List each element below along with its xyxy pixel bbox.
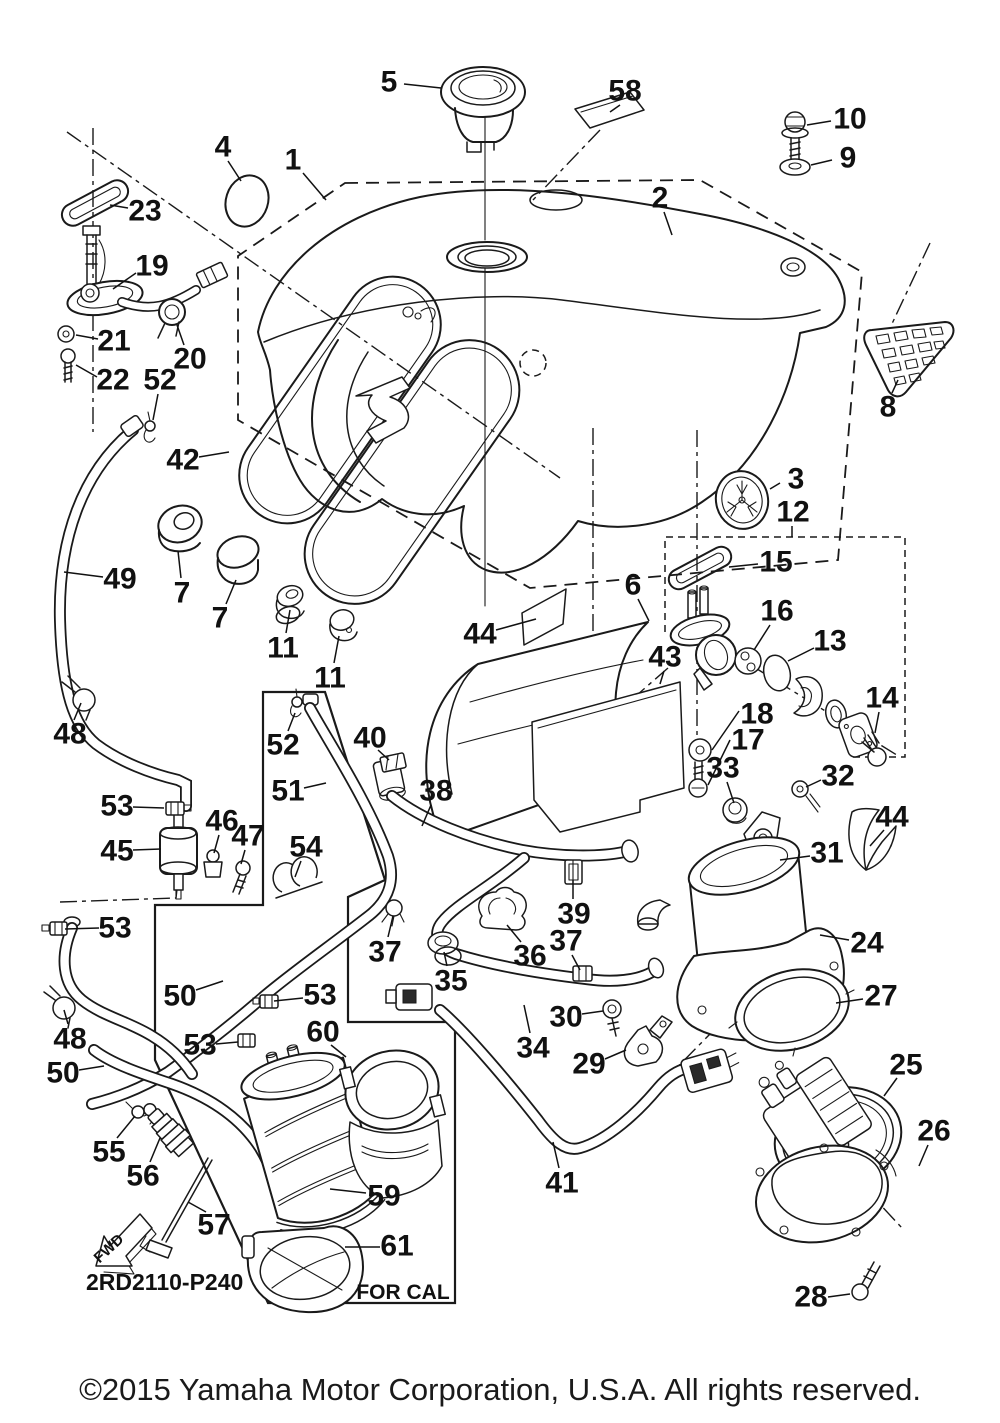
callout-60: 60: [306, 1015, 340, 1049]
for-cal-label: FOR CAL: [356, 1281, 450, 1304]
callout-52: 52: [266, 728, 300, 762]
filter-bottom-nipple: [174, 874, 183, 890]
vent-fitting2: [415, 313, 421, 319]
callout-leader-29: [605, 1050, 626, 1059]
filter-body: [160, 828, 197, 874]
callout-49: 49: [103, 562, 137, 596]
callout-leader-6: [638, 599, 649, 621]
connector-41-left: [386, 984, 432, 1010]
callout-46: 46: [205, 804, 239, 838]
filter-reference-line: [60, 898, 176, 902]
callout-37: 37: [549, 924, 583, 958]
callout-leader-5: [404, 84, 441, 88]
connector-41-right: [680, 1045, 743, 1093]
callout-53: 53: [100, 789, 134, 823]
callout-leader-50: [79, 1066, 104, 1070]
callout-32: 32: [821, 759, 855, 793]
callout-leader-26: [919, 1145, 928, 1166]
callout-11: 11: [314, 661, 346, 695]
callout-1: 1: [284, 143, 302, 177]
callout-48: 48: [53, 1022, 87, 1056]
strap-loop-2-inner: [296, 332, 528, 613]
bolt-shaft: [790, 138, 800, 160]
callout-12: 12: [776, 495, 810, 529]
callout-35: 35: [434, 964, 468, 998]
callout-leader-53: [216, 1042, 238, 1044]
callout-22: 22: [96, 363, 130, 397]
callout-13: 13: [813, 624, 847, 658]
callout-17: 17: [731, 723, 765, 757]
callout-10: 10: [833, 102, 867, 136]
screw-22-shaft: [64, 362, 72, 382]
callout-leader-4: [228, 161, 241, 181]
screw-22-head: [61, 349, 75, 363]
callout-48: 48: [53, 717, 87, 751]
callout-leader-9: [811, 160, 832, 165]
callout-leader-10: [807, 121, 831, 125]
washer-9: [780, 159, 810, 175]
callout-leader-11: [334, 636, 339, 663]
strap-loop-1-inner: [232, 269, 449, 531]
gasket-15: [665, 543, 734, 593]
oring-13: [760, 652, 794, 693]
callout-leader-30: [582, 1011, 603, 1014]
callout-5: 5: [380, 65, 398, 99]
callout-leader-21: [76, 335, 98, 339]
callout-leader-53: [65, 928, 99, 929]
callout-leader-16: [754, 625, 770, 650]
pump-assembly-group: [638, 781, 896, 1063]
callout-36: 36: [513, 939, 547, 973]
callout-4: 4: [214, 130, 232, 164]
callout-3: 3: [787, 462, 805, 496]
callout-50: 50: [163, 979, 197, 1013]
callout-54: 54: [289, 830, 323, 864]
callout-leader-45: [133, 849, 161, 850]
clip-37b: [573, 966, 592, 981]
callout-18: 18: [740, 697, 774, 731]
callout-16: 16: [760, 594, 794, 628]
callout-7: 7: [173, 576, 191, 610]
clamp-53d: [238, 1034, 255, 1047]
callout-6: 6: [624, 568, 642, 602]
damper-8: [864, 322, 953, 396]
fwd-label: FWD: [90, 1230, 128, 1267]
fuel-pump-25-group: [742, 1037, 912, 1300]
callout-leader-3: [770, 483, 780, 489]
callout-42: 42: [166, 443, 200, 477]
callout-11: 11: [267, 631, 299, 665]
callout-50: 50: [46, 1056, 80, 1090]
bolt-10: [782, 112, 808, 160]
callout-8: 8: [879, 390, 897, 424]
clip-52b: [291, 689, 302, 717]
callout-41: 41: [545, 1166, 579, 1200]
callout-leader-37: [388, 916, 393, 937]
callout-26: 26: [917, 1114, 951, 1148]
callout-leader-56: [150, 1138, 160, 1162]
fwd-arrow: [91, 1214, 156, 1274]
float-arm: [99, 240, 105, 284]
callout-leader-50: [196, 981, 223, 990]
callout-2: 2: [651, 181, 669, 215]
callout-29: 29: [572, 1047, 606, 1081]
callout-leader-49: [64, 572, 103, 577]
spring-cover: [794, 677, 822, 716]
clamp-53b: [42, 922, 67, 935]
callout-leader-1: [303, 173, 326, 200]
callout-23: 23: [128, 194, 162, 228]
canister-group: [234, 1032, 450, 1312]
tank-assembly-boundary: [238, 180, 862, 588]
callout-28: 28: [794, 1280, 828, 1314]
mount-hole-inner: [787, 263, 799, 271]
oring-23: [58, 176, 132, 229]
tank-dashed-hole: [520, 350, 546, 376]
callout-30: 30: [549, 1000, 583, 1034]
bracket-61: [242, 1226, 363, 1312]
vent-fitting: [403, 307, 413, 317]
callout-leader-13: [788, 648, 814, 661]
mount-hole-outer: [781, 258, 805, 276]
callout-59: 59: [367, 1179, 401, 1213]
callout-53: 53: [98, 911, 132, 945]
callout-40: 40: [353, 721, 387, 755]
diagram-code-label: 2RD2110-P240: [86, 1269, 244, 1295]
callout-39: 39: [557, 897, 591, 931]
connector: [196, 262, 228, 288]
sender-flange-outer: [65, 276, 145, 321]
callout-58: 58: [608, 74, 642, 108]
callout-leader-11: [286, 610, 290, 633]
callout-38: 38: [419, 774, 453, 808]
callout-44: 44: [875, 800, 909, 834]
collar-11b: [327, 607, 357, 641]
callout-44: 44: [463, 617, 497, 651]
screw-28: [852, 1262, 880, 1300]
callout-53: 53: [303, 978, 337, 1012]
callout-leader-14: [875, 712, 879, 733]
filler-neck-inner: [465, 250, 509, 266]
clamp-20: [159, 299, 185, 325]
callout-27: 27: [864, 979, 898, 1013]
callout-leader-2: [664, 212, 672, 235]
callout-45: 45: [100, 834, 134, 868]
callout-leader-42: [199, 452, 229, 457]
hose-38-end: [620, 839, 640, 864]
pad-4: [219, 170, 275, 232]
collar-11a: [274, 582, 305, 626]
callout-61: 61: [380, 1229, 414, 1263]
callout-21: 21: [97, 324, 131, 358]
label-44a: [522, 589, 566, 645]
callout-37: 37: [368, 935, 402, 969]
grommet-33: [723, 798, 747, 823]
mount-7a: [154, 500, 207, 551]
callout-leader-22: [76, 365, 97, 377]
washer-outer: [780, 159, 810, 175]
holder-36: [479, 888, 526, 931]
bracket-29: [624, 1016, 672, 1066]
cock-pipe2: [700, 588, 708, 614]
copyright-line: ©2015 Yamaha Motor Corporation, U.S.A. All rights reserved.: [79, 1372, 921, 1407]
callout-34: 34: [516, 1031, 550, 1065]
callout-7: 7: [211, 601, 229, 635]
callout-52: 52: [143, 363, 177, 397]
fuel-cock-body: [668, 586, 736, 690]
callout-24: 24: [850, 926, 884, 960]
cap-lugs: [467, 142, 494, 152]
mount-7b: [213, 531, 262, 584]
callout-leader-7: [178, 551, 181, 578]
callout-43: 43: [648, 640, 682, 674]
sender-top: [83, 226, 100, 235]
callout-leader-32: [806, 780, 821, 787]
holder-46: [204, 850, 222, 877]
washer-21: [58, 326, 74, 342]
screw-30: [603, 1000, 621, 1036]
cock-pipe1: [688, 592, 696, 618]
callout-20: 20: [173, 342, 207, 376]
tunnel-arc-outer: [312, 340, 360, 502]
tank-trim-straps: [220, 258, 539, 624]
callout-19: 19: [135, 249, 169, 283]
strap-loop-1-outer: [220, 258, 459, 542]
sender-boss: [81, 284, 99, 302]
callout-leader-53: [133, 807, 164, 808]
strap-bracket: [356, 377, 410, 443]
emblem-3: [711, 466, 774, 534]
callout-57: 57: [197, 1208, 231, 1242]
callout-leader-52: [153, 394, 158, 420]
callout-9: 9: [839, 141, 857, 175]
screw-17: [689, 762, 707, 797]
label-leader-line: [533, 130, 600, 200]
callout-15: 15: [759, 545, 793, 579]
callout-14: 14: [865, 681, 899, 715]
callout-25: 25: [889, 1048, 923, 1082]
callout-31: 31: [810, 836, 844, 870]
callout-leader-28: [828, 1294, 850, 1297]
callout-leader-51: [304, 783, 326, 788]
fuel-cap: [441, 67, 525, 152]
callout-51: 51: [271, 774, 305, 808]
screw-32: [792, 781, 820, 812]
callout-55: 55: [92, 1135, 126, 1169]
callout-56: 56: [126, 1159, 160, 1193]
callout-leader-15: [729, 564, 758, 567]
damper-plate: [864, 322, 953, 396]
pump-inlet-elbow: [638, 900, 670, 924]
callout-47: 47: [231, 819, 265, 853]
screw-47: [233, 861, 250, 894]
callout-leader-34: [524, 1005, 530, 1033]
sender-pipe: [86, 235, 97, 290]
callout-53: 53: [183, 1028, 217, 1062]
callout-33: 33: [706, 751, 740, 785]
